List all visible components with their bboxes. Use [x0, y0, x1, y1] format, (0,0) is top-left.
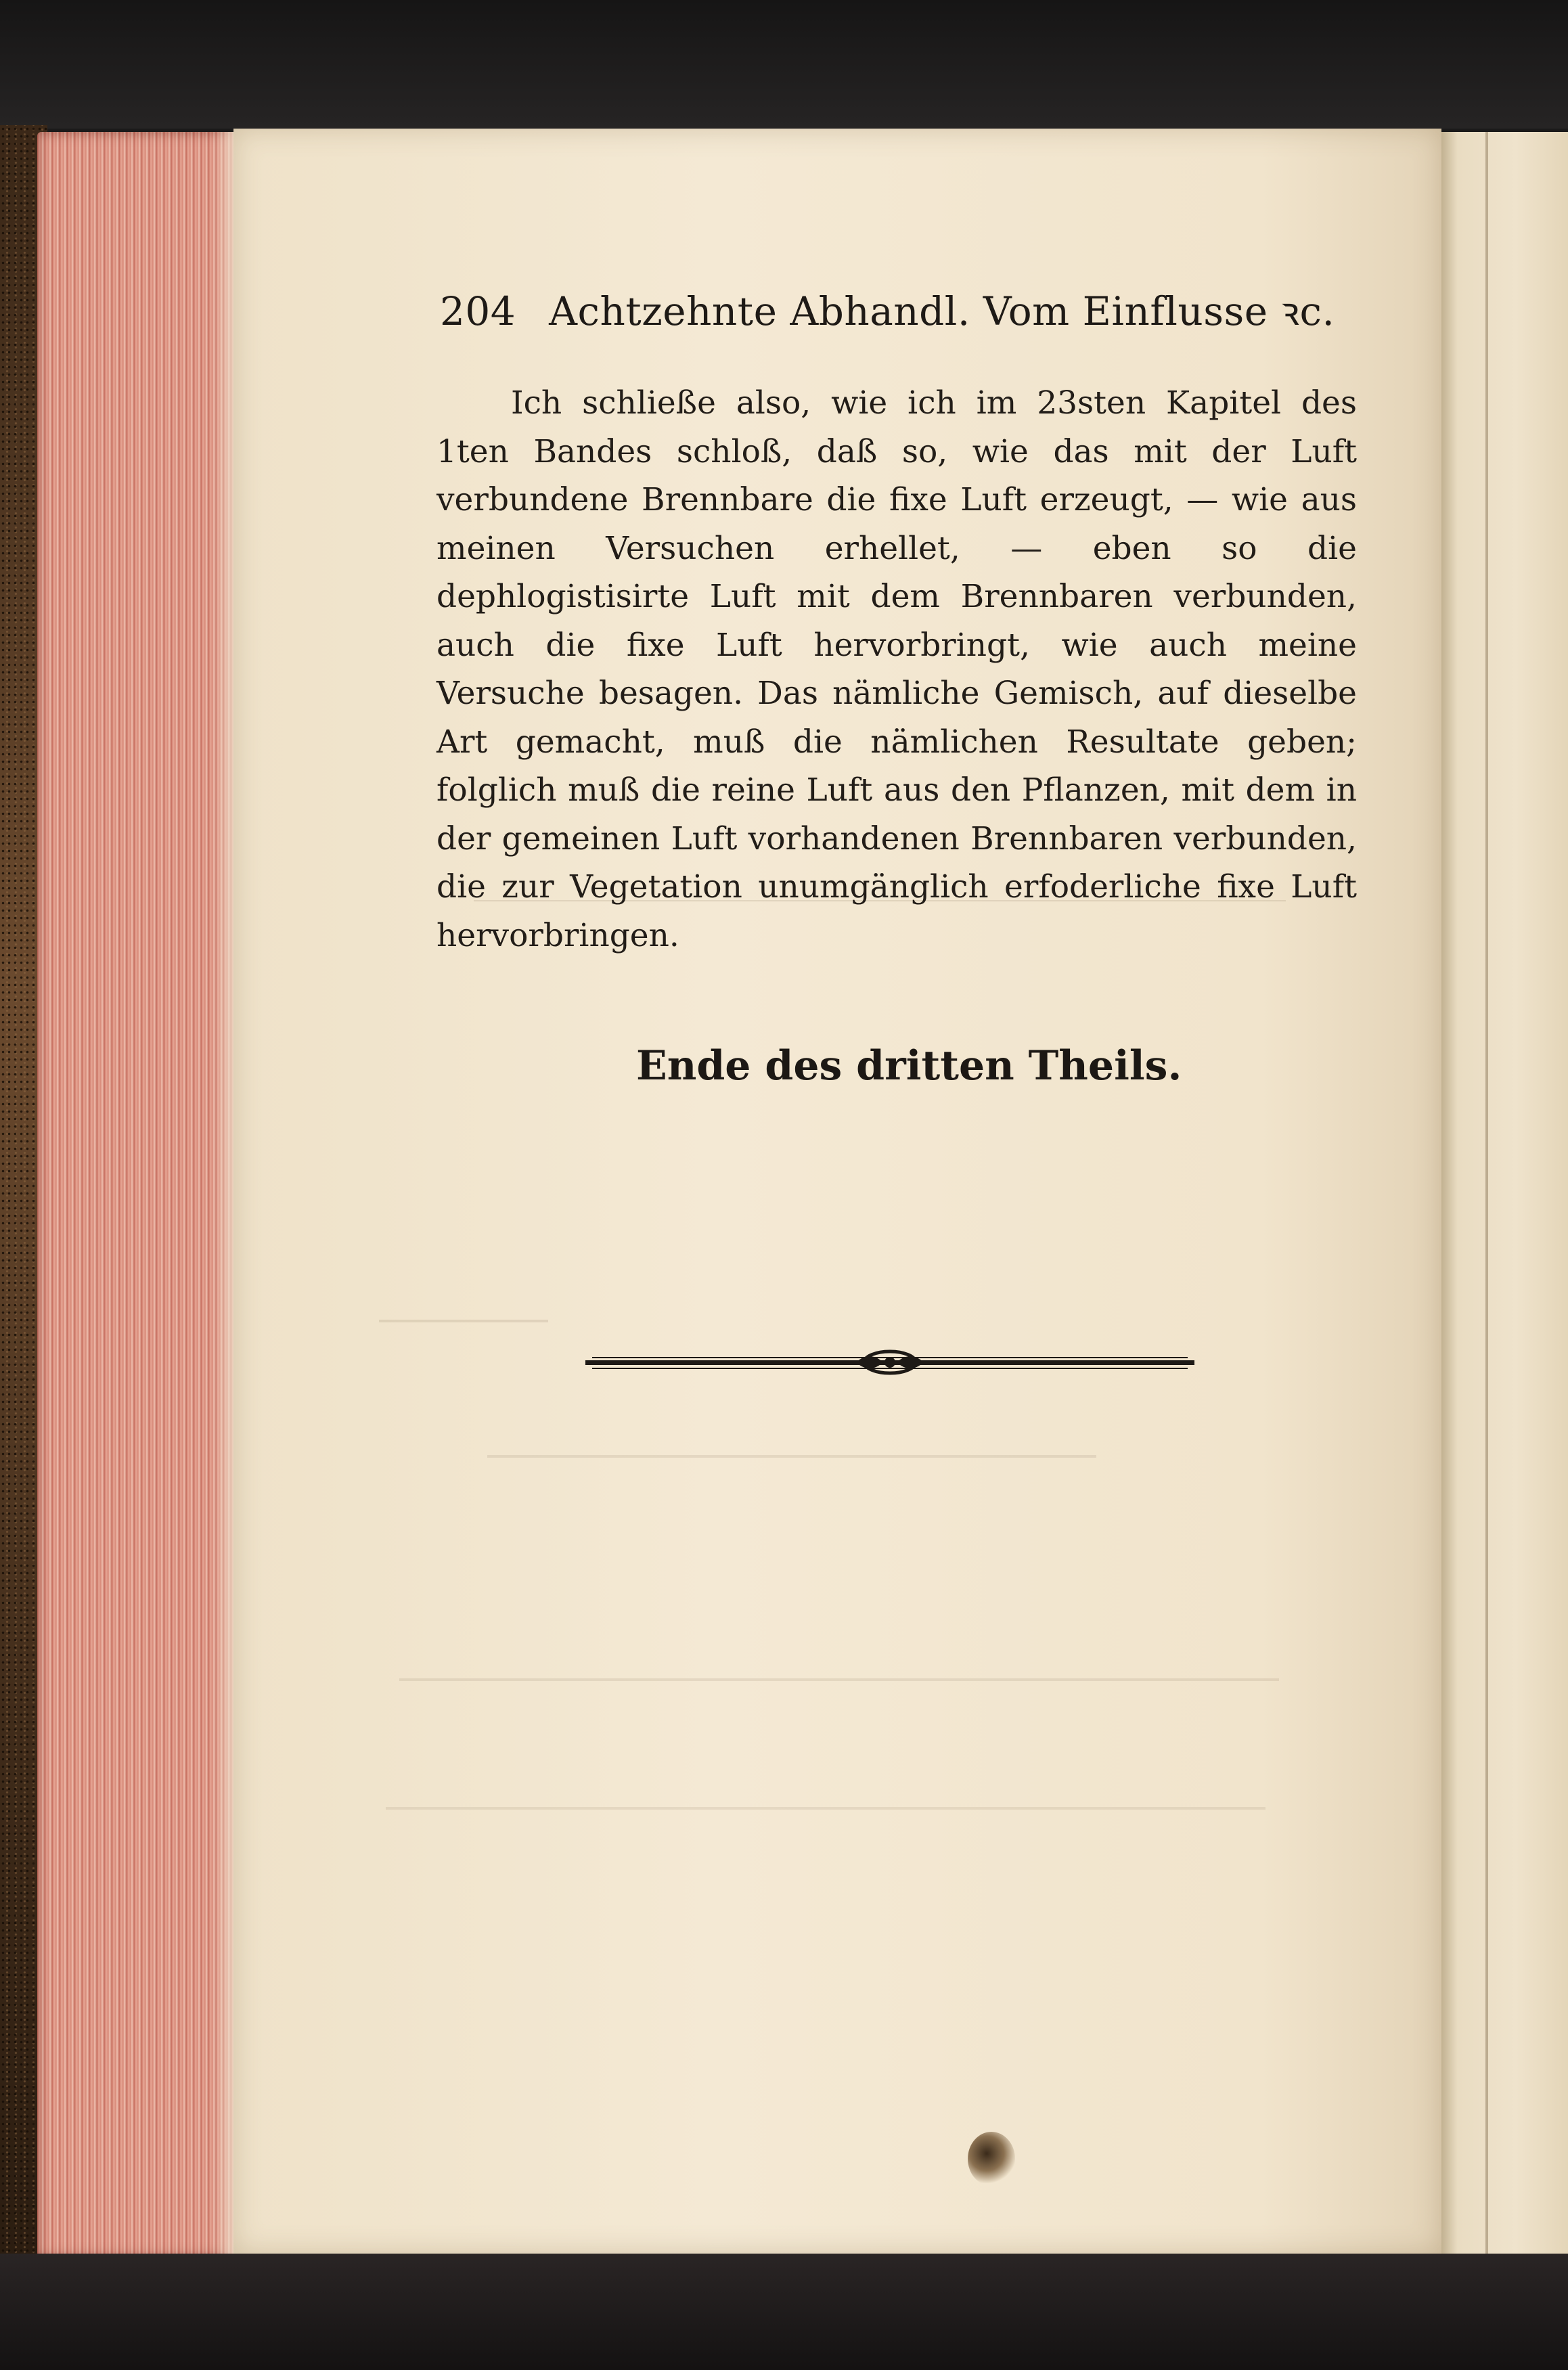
bleed-through-rule	[399, 1678, 1279, 1681]
background-top	[0, 0, 1568, 129]
page-edges-stack	[37, 132, 240, 2257]
body-paragraph: Ich schließe also, wie ich im 23sten Kapitel des 1ten Bandes schloß, daß so, wie das mit der Luft verbundene Brennbare die fixe Luft erzeugt, — wie aus meinen Versuchen erhellet, — eben so die dephlogistisirte Luft mit dem Brennbaren verbunden, auch die fixe Luft hervorbringt, wie auch meine Versuche besagen. Das nämliche Gemisch, auf dieselbe Art gemacht, muß die nämlichen Resultate geben; folglich muß die reine Luft aus den Pflanzen, mit dem in der gemeinen Luft vorhandenen Brennbaren verbunden, die zur Vegetation unumgänglich erfoderliche fixe Luft hervorbringen.	[436, 384, 1357, 954]
running-header	[440, 283, 1335, 336]
page-number: 204	[440, 288, 516, 334]
bleed-through-rule	[386, 1807, 1265, 1810]
ornamental-rule-icon	[585, 1347, 1194, 1381]
facing-page-edge	[1438, 132, 1568, 2264]
running-title: Achtzehnte Abhandl. Vom Einflusse ꝛc.	[549, 288, 1335, 334]
background-bottom	[0, 2254, 1568, 2370]
paper-damage-spot	[968, 2132, 1015, 2186]
bleed-through-rule	[379, 1320, 548, 1322]
part-ending-line: Ende des dritten Theils.	[636, 1042, 1182, 1090]
bleed-through-rule	[487, 1455, 1096, 1458]
